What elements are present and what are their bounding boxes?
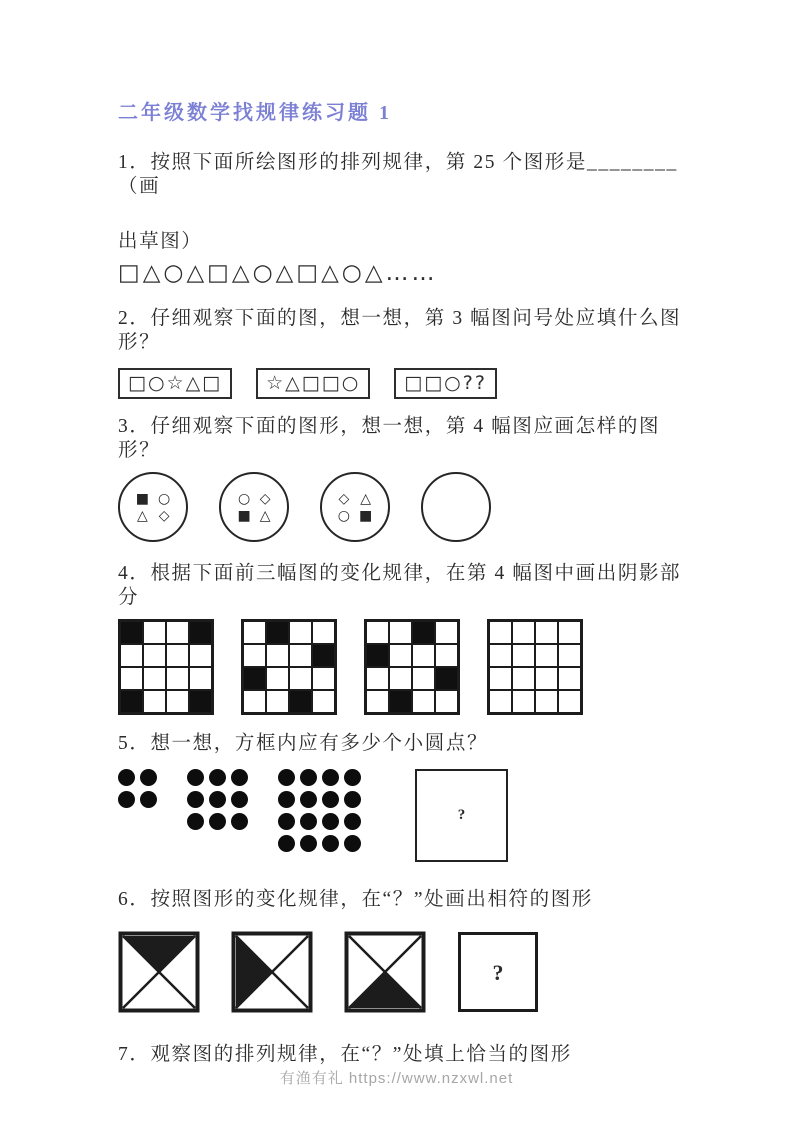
q3-shape-glyph: ◇ xyxy=(338,490,350,507)
dot xyxy=(231,813,248,830)
q4-grid-cell xyxy=(535,644,558,667)
q4-grid-cell xyxy=(412,667,435,690)
q3-pattern-circle xyxy=(219,472,289,542)
q3-shape-glyph: ■ xyxy=(358,507,373,524)
q4-pattern-grid xyxy=(364,619,460,715)
q2-shape-box: ☆△□□○ xyxy=(256,368,370,399)
q4-grid-cell xyxy=(166,667,189,690)
question-1-text-line2: 出草图） xyxy=(118,231,203,252)
q4-pattern-grid xyxy=(118,619,214,715)
dot xyxy=(344,769,361,786)
q4-grid-cell xyxy=(558,621,581,644)
dot xyxy=(322,769,339,786)
q4-grid-cell xyxy=(143,667,166,690)
q4-grid-cell xyxy=(435,667,458,690)
q3-shape-glyph: ○ xyxy=(237,490,251,507)
q4-grid-cell xyxy=(389,690,412,713)
q3-shape-glyph: ◇ xyxy=(259,490,271,507)
q4-grid-cell xyxy=(289,621,312,644)
q3-shape-glyph: ■ xyxy=(135,490,149,507)
dot xyxy=(209,791,226,808)
q3-shape-glyph: ■ xyxy=(237,507,251,524)
x-square-svg xyxy=(344,931,426,1013)
q4-grid-cell xyxy=(120,644,143,667)
q4-grid-cell xyxy=(166,690,189,713)
q5-dot-groups xyxy=(118,769,684,862)
q2-shape-box: □○☆△□ xyxy=(118,368,232,399)
q4-grid-cell xyxy=(289,690,312,713)
q4-grid-cell xyxy=(189,690,212,713)
q4-grid-cell xyxy=(312,621,335,644)
q4-grid-cell xyxy=(412,621,435,644)
q4-grid-cell xyxy=(166,644,189,667)
q4-grid-cell xyxy=(312,644,335,667)
dot xyxy=(300,769,317,786)
q4-grid-cell xyxy=(366,667,389,690)
dot xyxy=(344,835,361,852)
q3-empty-circle xyxy=(421,472,491,542)
dot xyxy=(278,835,295,852)
dot xyxy=(344,813,361,830)
dot xyxy=(300,791,317,808)
q4-grid-cell xyxy=(266,621,289,644)
page-title: 二年级数学找规律练习题 1 xyxy=(118,102,392,124)
dot xyxy=(187,791,204,808)
q5-dot-group-2x2 xyxy=(118,769,157,808)
q4-grid-cell xyxy=(489,667,512,690)
q4-grid-cell xyxy=(512,644,535,667)
q2-shape-boxes xyxy=(118,368,684,399)
q3-circle-shapes xyxy=(136,491,170,524)
dot xyxy=(231,769,248,786)
q4-grid-cell xyxy=(243,667,266,690)
q4-grid-cell xyxy=(289,667,312,690)
q4-grid-cell xyxy=(535,621,558,644)
q4-grid-cell xyxy=(143,621,166,644)
q4-grid-cell xyxy=(558,690,581,713)
q3-circle-shapes xyxy=(237,491,270,524)
dot xyxy=(300,813,317,830)
q4-grid-cell xyxy=(558,667,581,690)
q6-x-square-top xyxy=(118,931,200,1018)
q4-grid-cell xyxy=(489,690,512,713)
q4-grid-cell xyxy=(243,644,266,667)
worksheet-content xyxy=(118,96,684,1067)
q4-empty-grid xyxy=(487,619,583,715)
q3-pattern-circle xyxy=(118,472,188,542)
q4-grid-cell xyxy=(189,667,212,690)
q6-squares xyxy=(118,931,684,1018)
q4-grid-cell xyxy=(389,644,412,667)
q4-grid-cell xyxy=(512,690,535,713)
q4-grid-cell xyxy=(243,690,266,713)
q4-grid-cell xyxy=(435,690,458,713)
q4-grid-cell xyxy=(366,621,389,644)
q4-grid-cell xyxy=(166,621,189,644)
dot xyxy=(300,835,317,852)
dot xyxy=(278,769,295,786)
question-6-text: 6．按照图形的变化规律，在“？”处画出相符的图形 xyxy=(118,889,593,910)
q4-grid-cell xyxy=(435,644,458,667)
dot xyxy=(322,813,339,830)
q3-pattern-circle xyxy=(320,472,390,542)
q3-circles xyxy=(118,472,684,542)
question-5-text: 5．想一想，方框内应有多少个小圆点？ xyxy=(118,733,489,754)
dot xyxy=(209,769,226,786)
x-square-svg xyxy=(231,931,313,1013)
dot xyxy=(278,813,295,830)
q4-grids xyxy=(118,619,684,715)
q3-shape-glyph: ○ xyxy=(337,507,350,524)
q4-grid-cell xyxy=(189,644,212,667)
q4-grid-cell xyxy=(266,667,289,690)
q4-grid-cell xyxy=(558,644,581,667)
q4-grid-cell xyxy=(312,667,335,690)
q4-grid-cell xyxy=(435,621,458,644)
svg-text:?: ? xyxy=(492,960,504,985)
q4-grid-cell xyxy=(289,644,312,667)
dot xyxy=(322,791,339,808)
q4-grid-cell xyxy=(243,621,266,644)
dot xyxy=(140,791,157,808)
dot xyxy=(118,769,135,786)
q4-grid-cell xyxy=(389,621,412,644)
question-1-shape-sequence: □△○△□△○△□△○△…… xyxy=(118,260,438,286)
dot xyxy=(187,813,204,830)
q4-grid-cell xyxy=(366,690,389,713)
dot xyxy=(187,769,204,786)
q3-shape-glyph: △ xyxy=(259,507,271,524)
q4-grid-cell xyxy=(412,644,435,667)
q4-grid-cell xyxy=(389,667,412,690)
dot xyxy=(278,791,295,808)
q5-dot-group-3x3 xyxy=(187,769,248,830)
dot xyxy=(140,769,157,786)
q3-shape-glyph: ○ xyxy=(158,490,171,507)
q3-shape-glyph: △ xyxy=(360,490,371,507)
question-7-text: 7．观察图的排列规律，在“？”处填上恰当的图形 xyxy=(118,1044,572,1065)
q4-grid-cell xyxy=(120,690,143,713)
question-1-text-line1: 1．按照下面所绘图形的排列规律，第 25 个图形是________（画 xyxy=(118,152,678,197)
q4-grid-cell xyxy=(143,690,166,713)
q4-grid-cell xyxy=(143,644,166,667)
x-square-svg xyxy=(457,931,539,1013)
q4-grid-cell xyxy=(366,644,389,667)
q6-x-square-bottom xyxy=(344,931,426,1018)
q4-grid-cell xyxy=(512,621,535,644)
q4-grid-cell xyxy=(120,667,143,690)
q5-answer-box: ? xyxy=(415,769,508,862)
q4-grid-cell xyxy=(412,690,435,713)
q6-x-square-left xyxy=(231,931,313,1018)
q4-grid-cell xyxy=(535,690,558,713)
q4-grid-cell xyxy=(512,667,535,690)
question-2-text: 2．仔细观察下面的图，想一想，第 3 幅图问号处应填什么图形？ xyxy=(118,308,682,353)
dot xyxy=(118,791,135,808)
q5-dot-group-4x4 xyxy=(278,769,361,852)
q4-pattern-grid xyxy=(241,619,337,715)
q4-grid-cell xyxy=(120,621,143,644)
q4-grid-cell xyxy=(312,690,335,713)
q4-grid-cell xyxy=(489,621,512,644)
q3-shape-glyph: ◇ xyxy=(158,507,170,524)
x-square-svg xyxy=(118,931,200,1013)
q4-grid-cell xyxy=(535,667,558,690)
question-3-text: 3．仔细观察下面的图形，想一想，第 4 幅图应画怎样的图形？ xyxy=(118,416,661,461)
q4-grid-cell xyxy=(489,644,512,667)
dot xyxy=(209,813,226,830)
dot xyxy=(344,791,361,808)
question-4-text: 4．根据下面前三幅图的变化规律，在第 4 幅图中画出阴影部分 xyxy=(118,563,682,608)
dot xyxy=(322,835,339,852)
q4-grid-cell xyxy=(266,690,289,713)
footer-watermark: 有渔有礼 https://www.nzxwl.net xyxy=(279,1070,514,1087)
q6-answer-square xyxy=(457,931,539,1018)
q3-circle-shapes xyxy=(338,491,372,524)
q3-shape-glyph: △ xyxy=(136,507,148,524)
q4-grid-cell xyxy=(189,621,212,644)
q2-shape-box: □□○?? xyxy=(394,368,497,399)
q4-grid-cell xyxy=(266,644,289,667)
dot xyxy=(231,791,248,808)
